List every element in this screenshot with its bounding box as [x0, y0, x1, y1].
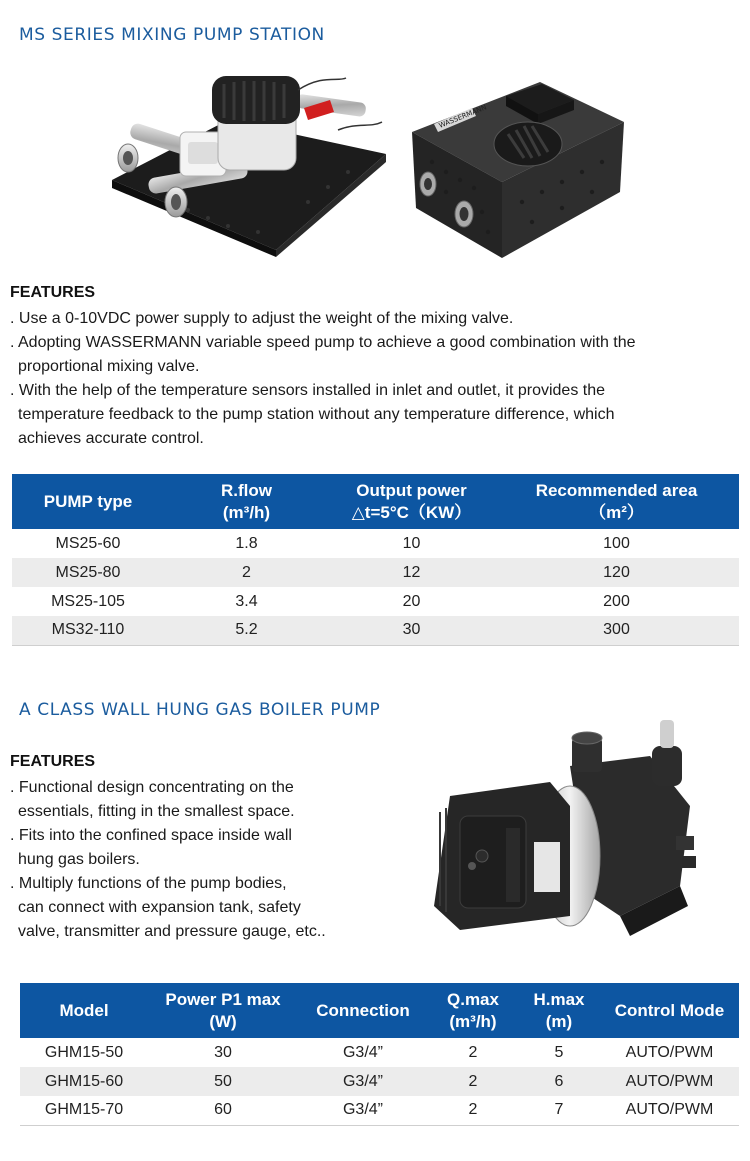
table-row	[12, 587, 739, 616]
boiler-pump-spec-table	[20, 983, 739, 1126]
table-cell: 60	[148, 1096, 298, 1125]
table-cell: 2	[164, 558, 329, 587]
boiler-pump-photo	[420, 716, 710, 946]
table-cell: AUTO/PWM	[600, 1096, 739, 1125]
feature-line: . Fits into the confined space inside wall	[10, 827, 292, 844]
feature-line: achieves accurate control.	[18, 430, 204, 447]
feature-line: . With the help of the temperature sensors installed in inlet and outlet, it provides the	[10, 382, 605, 399]
table-cell: 30	[329, 616, 494, 645]
table-cell: 10	[402, 534, 421, 552]
section-title-ms-series: MS SERIES MIXING PUMP STATION	[19, 25, 325, 45]
mixing-pump-station-open-photo	[108, 62, 390, 257]
table-cell: 50	[148, 1067, 298, 1096]
table-cell: 30	[214, 1043, 232, 1061]
header-control-mode: Control Mode	[600, 983, 739, 1038]
header-recommended-area: Recommended area （m²）	[494, 474, 739, 529]
table-cell: 1.8	[235, 534, 258, 552]
table-cell: 300	[494, 616, 739, 645]
table-row	[20, 1096, 739, 1125]
features-list-1	[10, 307, 636, 451]
table-cell: G3/4”	[298, 1096, 428, 1125]
table-header-row	[12, 474, 739, 529]
table-cell: MS25-80	[12, 558, 164, 587]
table-cell: GHM15-70	[20, 1096, 148, 1125]
table-cell: 2	[468, 1043, 478, 1061]
table-row	[12, 558, 739, 587]
table-cell: G3/4”	[342, 1043, 383, 1061]
table-header-row	[20, 983, 739, 1038]
features-list-2	[10, 776, 326, 944]
table-cell: 12	[329, 558, 494, 587]
ms-series-spec-table	[12, 474, 739, 646]
brand-plate-label: WASSERMANN	[437, 103, 488, 130]
table-cell: 2	[428, 1096, 518, 1125]
mixing-pump-station-closed-photo	[412, 82, 626, 260]
table-cell: G3/4”	[298, 1067, 428, 1096]
table-cell: 100	[603, 534, 630, 552]
header-connection: Connection	[298, 983, 428, 1038]
feature-line: . Adopting WASSERMANN variable speed pump to achieve a good combination with the	[10, 334, 636, 351]
table-cell: GHM15-60	[20, 1067, 148, 1096]
feature-line: essentials, fitting in the smallest space.	[18, 803, 295, 820]
table-cell: MS25-60	[55, 534, 121, 552]
header-output-power: Output power △t=5°C（KW）	[329, 474, 494, 529]
header-power: Power P1 max (W)	[148, 983, 298, 1038]
header-model: Model	[20, 983, 148, 1038]
feature-line: proportional mixing valve.	[18, 358, 200, 375]
feature-line: . Functional design concentrating on the	[10, 779, 294, 796]
table-cell: AUTO/PWM	[600, 1067, 739, 1096]
table-cell: 20	[402, 592, 421, 610]
feature-line: can connect with expansion tank, safety	[18, 899, 301, 916]
table-cell: 120	[494, 558, 739, 587]
feature-line: hung gas boilers.	[18, 851, 140, 868]
table-cell: 7	[518, 1096, 600, 1125]
feature-line: valve, transmitter and pressure gauge, etc..	[18, 923, 326, 940]
table-row	[20, 1067, 739, 1096]
header-pump-type: PUMP type	[12, 474, 164, 529]
features-heading-1: FEATURES	[10, 284, 96, 301]
table-cell: AUTO/PWM	[625, 1043, 714, 1061]
table-cell: 200	[603, 592, 630, 610]
feature-line: . Use a 0-10VDC power supply to adjust the weight of the mixing valve.	[10, 310, 514, 327]
header-qmax: Q.max (m³/h)	[428, 983, 518, 1038]
table-cell: 2	[428, 1067, 518, 1096]
feature-line: . Multiply functions of the pump bodies,	[10, 875, 287, 892]
header-rflow: R.flow (m³/h)	[164, 474, 329, 529]
table-cell: 5.2	[164, 616, 329, 645]
features-heading-2: FEATURES	[10, 753, 96, 770]
section-title-boiler-pump: A CLASS WALL HUNG GAS BOILER PUMP	[19, 700, 381, 720]
table-cell: MS32-110	[12, 616, 164, 645]
table-row	[12, 616, 739, 645]
feature-line: temperature feedback to the pump station without any temperature difference, which	[18, 406, 615, 423]
table-row	[20, 1038, 739, 1067]
table-cell: 3.4	[235, 592, 258, 610]
table-cell: 6	[518, 1067, 600, 1096]
table-cell: 5	[554, 1043, 564, 1061]
table-row	[12, 529, 739, 558]
table-cell: GHM15-50	[44, 1043, 124, 1061]
table-cell: MS25-105	[51, 592, 125, 610]
header-hmax: H.max (m)	[518, 983, 600, 1038]
